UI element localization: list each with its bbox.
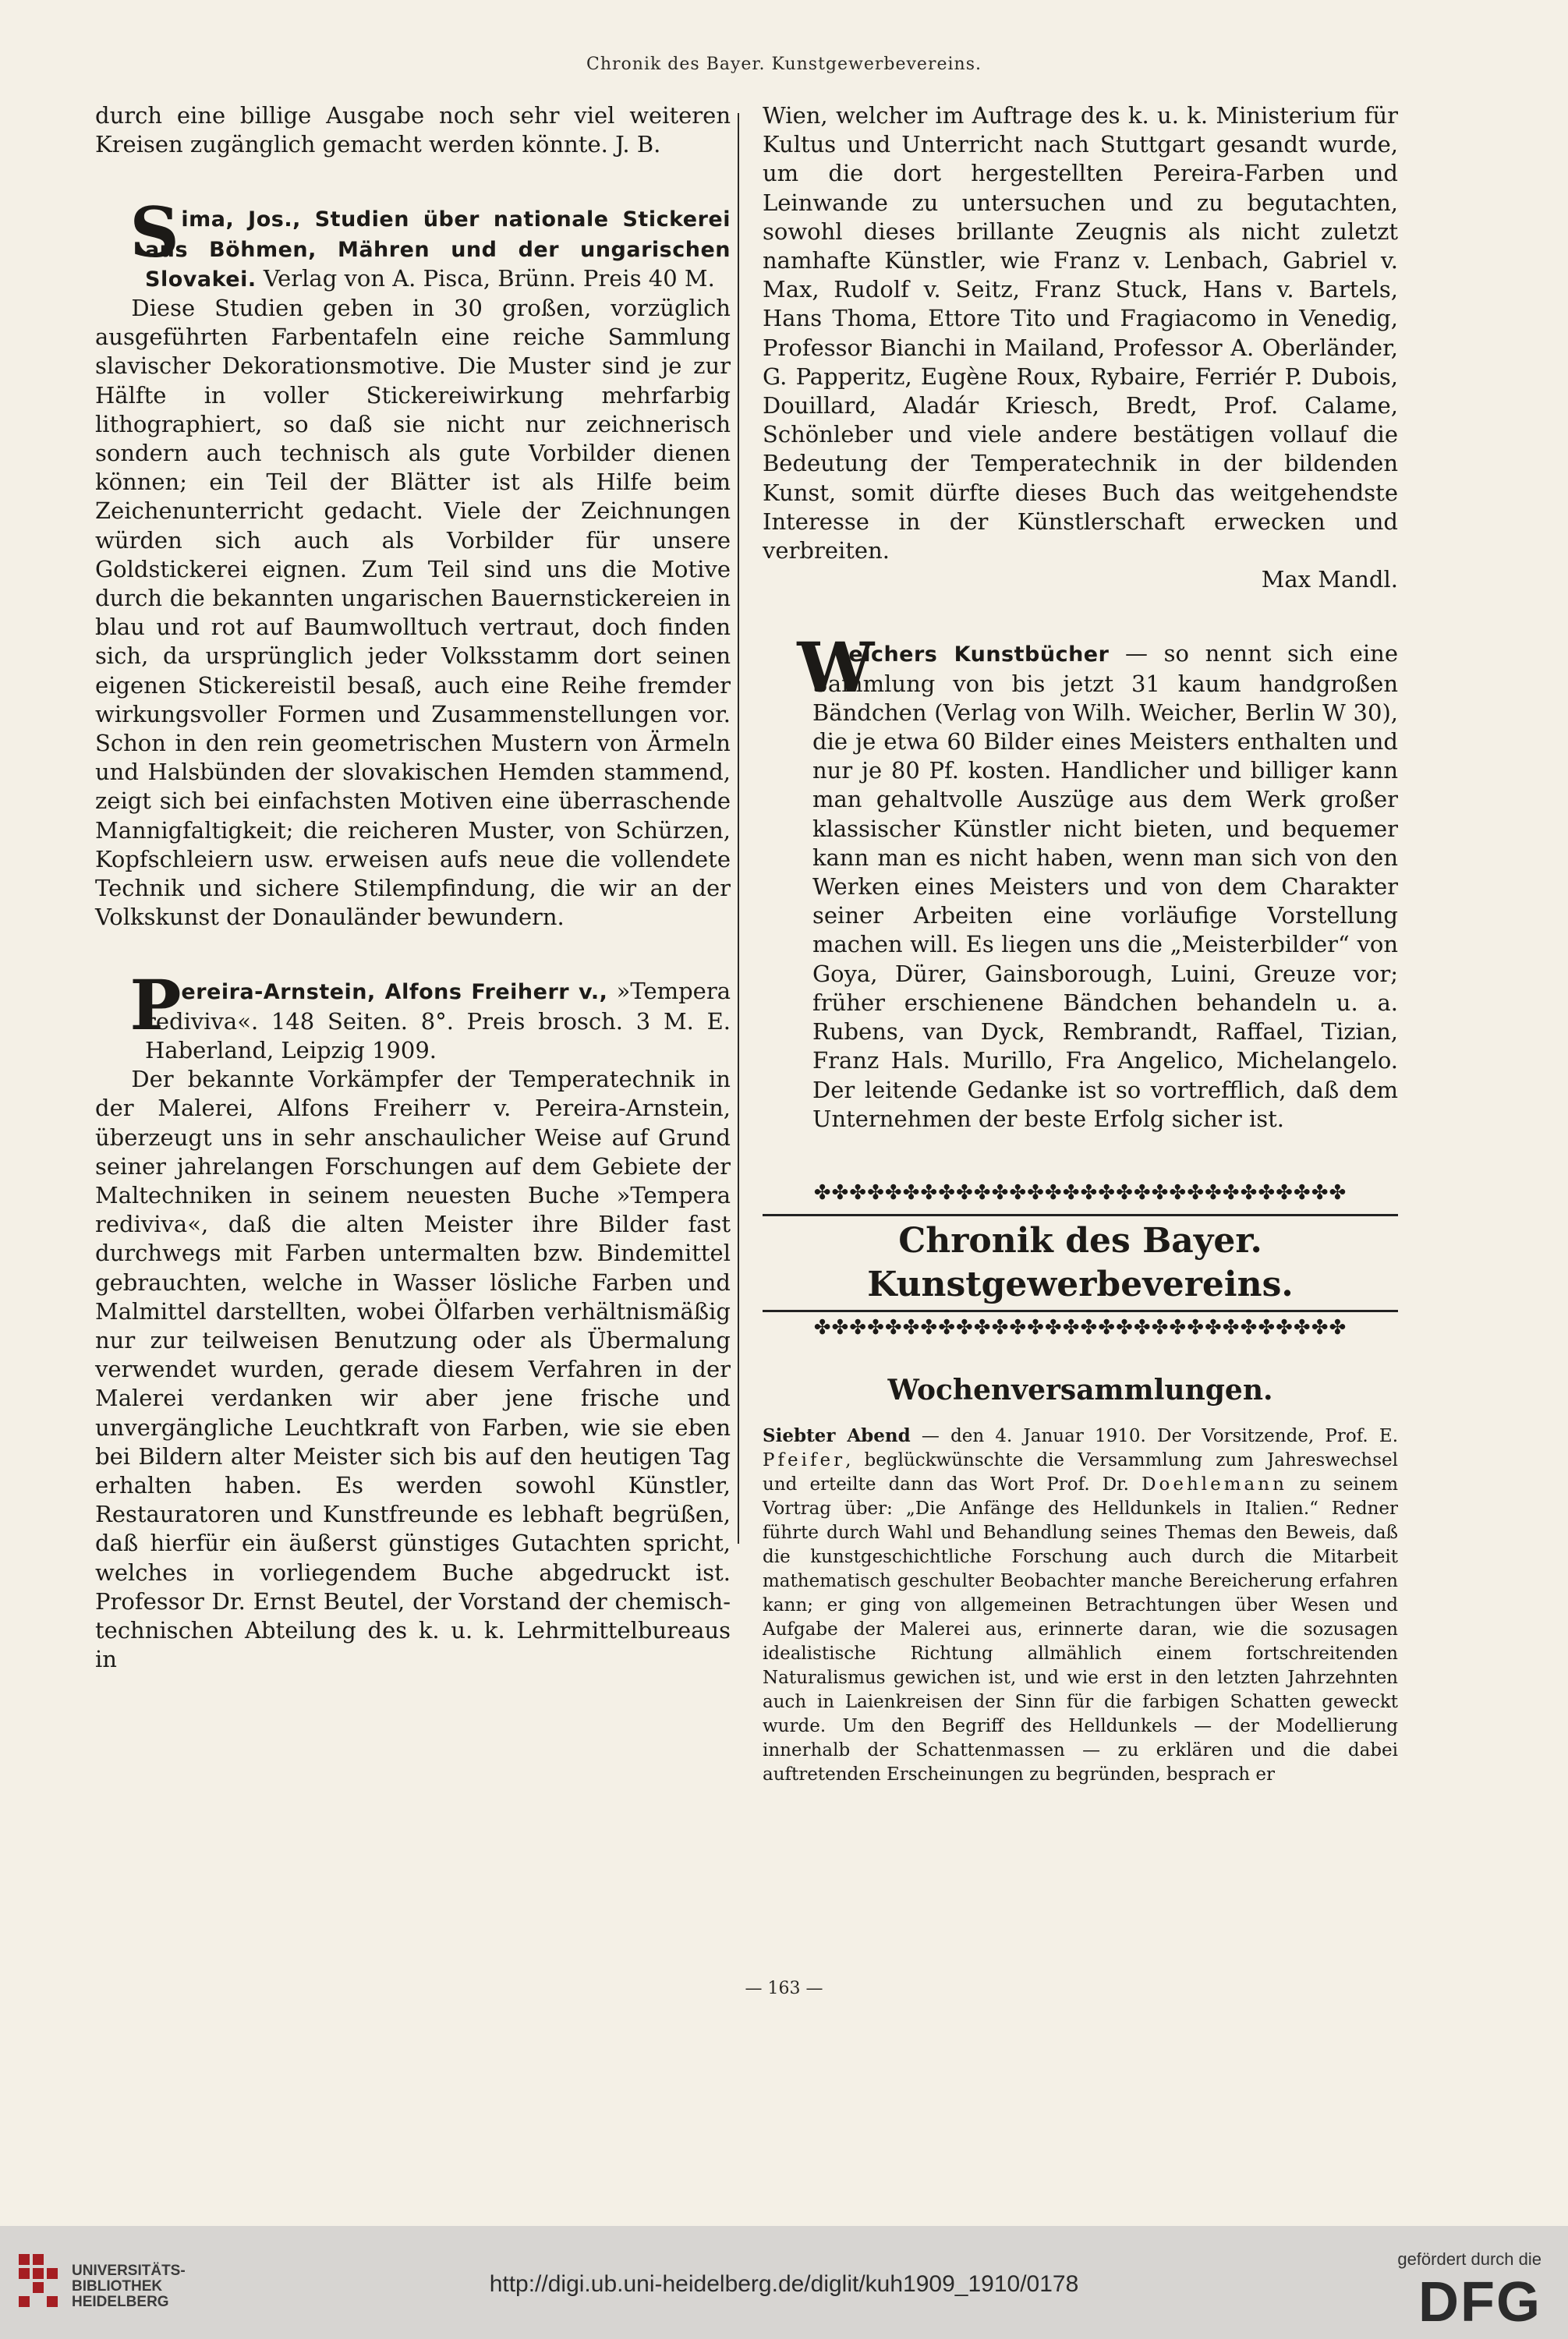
review-imprint: Verlag von A. Pisca, Brünn. Preis 40 M. bbox=[263, 264, 715, 292]
section-subtitle: Wochenversammlungen. bbox=[887, 1374, 1273, 1407]
ornament-rule-bottom: ✤✤✤✤✤✤✤✤✤✤✤✤✤✤✤✤✤✤✤✤✤✤✤✤✤✤✤✤✤✤ bbox=[813, 1316, 1347, 1340]
right-column bbox=[763, 101, 1398, 1787]
speaker-name: Doehlemann bbox=[1141, 1474, 1287, 1495]
funder-label: gefördert durch die bbox=[1397, 2249, 1541, 2269]
review-imprint: »Tempera rediviva«. 148 Seiten. 8°. Preis brosch. 3 M. E. Haberland, Leipzig 1909. bbox=[145, 978, 731, 1063]
report-text: , beglückwünschte die Versammlung zum Jahreswechsel und erteilte dann das Wort Prof. Dr. bbox=[763, 1450, 1398, 1495]
chronik-section bbox=[763, 1179, 1398, 1787]
review-heading bbox=[95, 964, 731, 1065]
review-title: eichers Kunstbücher bbox=[848, 642, 1110, 667]
dfg-logo: DFG bbox=[1418, 2271, 1541, 2334]
column-divider bbox=[738, 113, 739, 1544]
report-date: — den 4. Januar 1910. bbox=[921, 1426, 1146, 1447]
review-body: Wien, welcher im Auftrage des k. u. k. Ministerium für Kultus und Unterricht nach Stuttgart gesandt wurde, um die dort hergestellten Pereira-Farben und Leinwande zu untersuchen und zu begutachten, sowohl dieses brillante Zeugnis als nicht zuletzt namhafte Künstler, wie Franz v. Lenbach, Gabriel v. Max, Rudolf v. Seitz, Franz Stuck, Hans v. Bartels, Hans Thoma, Ettore Tito und Fragiacomo in Venedig, Professor Bianchi in Mailand, Professor A. Oberländer, G. Papperitz, Eugène Roux, Rybaire, Ferriér P. Dubois, Douillard, Aladár Kriesch, Bredt, Prof. Calame, Schönleber und viele andere bestätigen vollauf die Bedeutung der Temperatechnik in der bildenden Kunst, somit dürfte dieses Buch das weitgehendste Interesse in der Künstlerschaft erwecken und verbreiten. bbox=[763, 102, 1398, 564]
dropcap: P bbox=[129, 964, 182, 1046]
review-pereira-continued bbox=[763, 101, 1398, 594]
speaker-name: Pfeifer bbox=[763, 1450, 846, 1471]
library-name: UNIVERSITÄTS- BIBLIOTHEK HEIDELBERG bbox=[72, 2263, 186, 2310]
review-body: — so nennt sich eine Sammlung von bis jetzt 31 kaum handgroßen Bändchen (Verlag von Wilh. Weicher, Berlin W 30), die je etwa 60 Bilder eines Meisters enthalten und nur je 80 Pf. kosten. Handlicher und billiger kann man gehaltvolle Auszüge aus dem Werk großer klassischer Künstler nicht bieten, und bequemer kann man es nicht haben, wenn man sich von den Werken eines Meisters und von dem Charakter seiner Arbeiten eine vorläufige Vorstellung machen will. Es liegen uns die „Meisterbilder“ von Goya, Dürer, Gainsborough, Luini, Greuze vor; früher erschienene Bändchen behandeln u. a. Rubens, van Dyck, Rembrandt, Raffael, Tizian, Franz Hals. Murillo, Fra Angelico, Michelangelo. Der leitende Gedanke ist so vortrefflich, daß dem Unternehmen der beste Erfolg sicher ist. bbox=[812, 640, 1398, 1132]
intro-continuation bbox=[95, 101, 731, 159]
dropcap: W bbox=[797, 627, 875, 709]
permalink[interactable]: http://digi.ub.uni-heidelberg.de/diglit/kuh1909_1910/0178 bbox=[489, 2271, 1079, 2297]
review-weicher bbox=[763, 627, 1398, 1133]
review-title: ereira-Arnstein, Alfons Freiherr v., bbox=[181, 980, 608, 1005]
intro-text: durch eine billige Ausgabe noch sehr viel weiteren Kreisen zugänglich gemacht werden könnte. bbox=[95, 102, 731, 158]
viewer-footer bbox=[0, 2226, 1568, 2339]
report-lead: Siebter Abend bbox=[763, 1425, 911, 1447]
ornament-rule-top: ✤✤✤✤✤✤✤✤✤✤✤✤✤✤✤✤✤✤✤✤✤✤✤✤✤✤✤✤✤✤ bbox=[813, 1180, 1347, 1205]
reviewer-signature: Max Mandl. bbox=[1261, 566, 1398, 593]
intro-signature: J. B. bbox=[615, 131, 661, 158]
running-head: Chronik des Bayer. Kunstgewerbevereins. bbox=[586, 55, 982, 74]
left-column bbox=[95, 101, 731, 1674]
section-banner-title: Chronik des Bayer. Kunstgewerbevereins. bbox=[763, 1214, 1398, 1312]
review-pereira bbox=[95, 964, 731, 1674]
page-number: — 163 — bbox=[745, 1979, 823, 1998]
review-body: Der bekannte Vorkämpfer der Temperatechnik in der Malerei, Alfons Freiherr v. Pereira-Arnstein, überzeugt uns in sehr anschaulicher Weise auf Grund seiner jahrelangen Forschungen auf dem Gebiete der Maltechniken in seinem neuesten Buche »Tempera rediviva«, daß die alten Meister ihre Bilder fast durchwegs mit Farben untermalten bzw. Bindemittel gebrauchten, welche in Wasser lösliche Farben und Malmittel darstellten, wobei Ölfarben verhältnismäßig nur zur teilweisen Benutzung oder als Übermalung verwendet wurden, gerade diesem Verfahren in der Malerei verdanken wir aber jene frische und unvergängliche Leuchtkraft von Farben, wie sie eben bei Bildern alter Meister sich bis auf den heutigen Tag erhalten haben. Es werden sowohl Künstler, Restauratoren und Kunstfreunde es lebhaft begrüßen, daß hierfür ein äußerst günstiges Gutachten spricht, welches in vorliegendem Buche abgedruckt ist. Professor Dr. Ernst Beutel, der Vorstand der chemisch-technischen Abteilung des k. u. k. Lehrmittelbureaus in bbox=[95, 1066, 731, 1673]
report-text: Der Vorsitzende, Prof. E. bbox=[1157, 1426, 1399, 1447]
review-heading bbox=[763, 627, 1398, 1133]
report-text: zu seinem Vortrag über: „Die Anfänge des Helldunkels in Italien.“ Redner führte durch Wahl und Behandlung seines Themas den Beweis, daß die kunstgeschichtliche Forschung auch durch die Mitarbeit mathematisch geschulter Beobachter manche Bereicherung erfahren kann; er ging von allgemeinen Betrachtungen über Wesen und Aufgabe der Malerei aus, erinnerte daran, wie die sozusagen idealistische Richtung allmählich einem fortschreitenden Naturalismus gewichen ist, und wie erst in den letzten Jahrzehnten auch in Laienkreisen der Sinn für die farbigen Schatten geweckt wurde. Um den Begriff des Helldunkels — der Modellierung innerhalb der Schattenmassen — zu erklären und die dabei auftretenden Erscheinungen zu begründen, besprach er bbox=[763, 1474, 1399, 1785]
dropcap: S bbox=[129, 192, 179, 274]
review-body: Diese Studien geben in 30 großen, vorzüglich ausgeführten Farbentafeln eine reiche Sammlung slavischer Dekorationsmotive. Die Muster sind je zur Hälfte in voller Stickereiwirkung mehrfarbig lithographiert, so daß sie nicht nur zeichnerisch sondern auch technisch als gute Vorbilder dienen können; ein Teil der Blätter ist als Hilfe beim Zeichenunterricht gedacht. Viele der Zeichnungen würden sich auch als Vorbilder für unsere Goldstickerei eignen. Zum Teil sind uns die Motive durch die bekannten ungarischen Bauernstickereien in blau und rot auf Baumwolltuch vertraut, doch finden sich, da ursprünglich jeder Volksstamm dort seinen eigenen Stickereistil besaß, auch eine Reihe fremder wirkungsvoller Formen und Zusammenstellungen vor. Schon in den rein geometrischen Mustern von Ärmeln und Halsbünden der slovakischen Hemden stammend, zeigt sich bei einfachsten Motiven eine überraschende Mannigfaltigkeit; die reicheren Muster, von Schürzen, Kopfschleiern usw. erweisen aufs neue die vollendete Technik und sichere Stilempfindung, die wir an der Volkskunst der Donauländer bewundern. bbox=[95, 295, 731, 931]
review-title: ima, Jos., Studien über nationale Stickerei aus Böhmen, Mähren und der ungarischen Slovakei. bbox=[145, 207, 731, 292]
meeting-report bbox=[763, 1424, 1398, 1787]
review-sima bbox=[95, 192, 731, 932]
review-heading bbox=[95, 192, 731, 294]
